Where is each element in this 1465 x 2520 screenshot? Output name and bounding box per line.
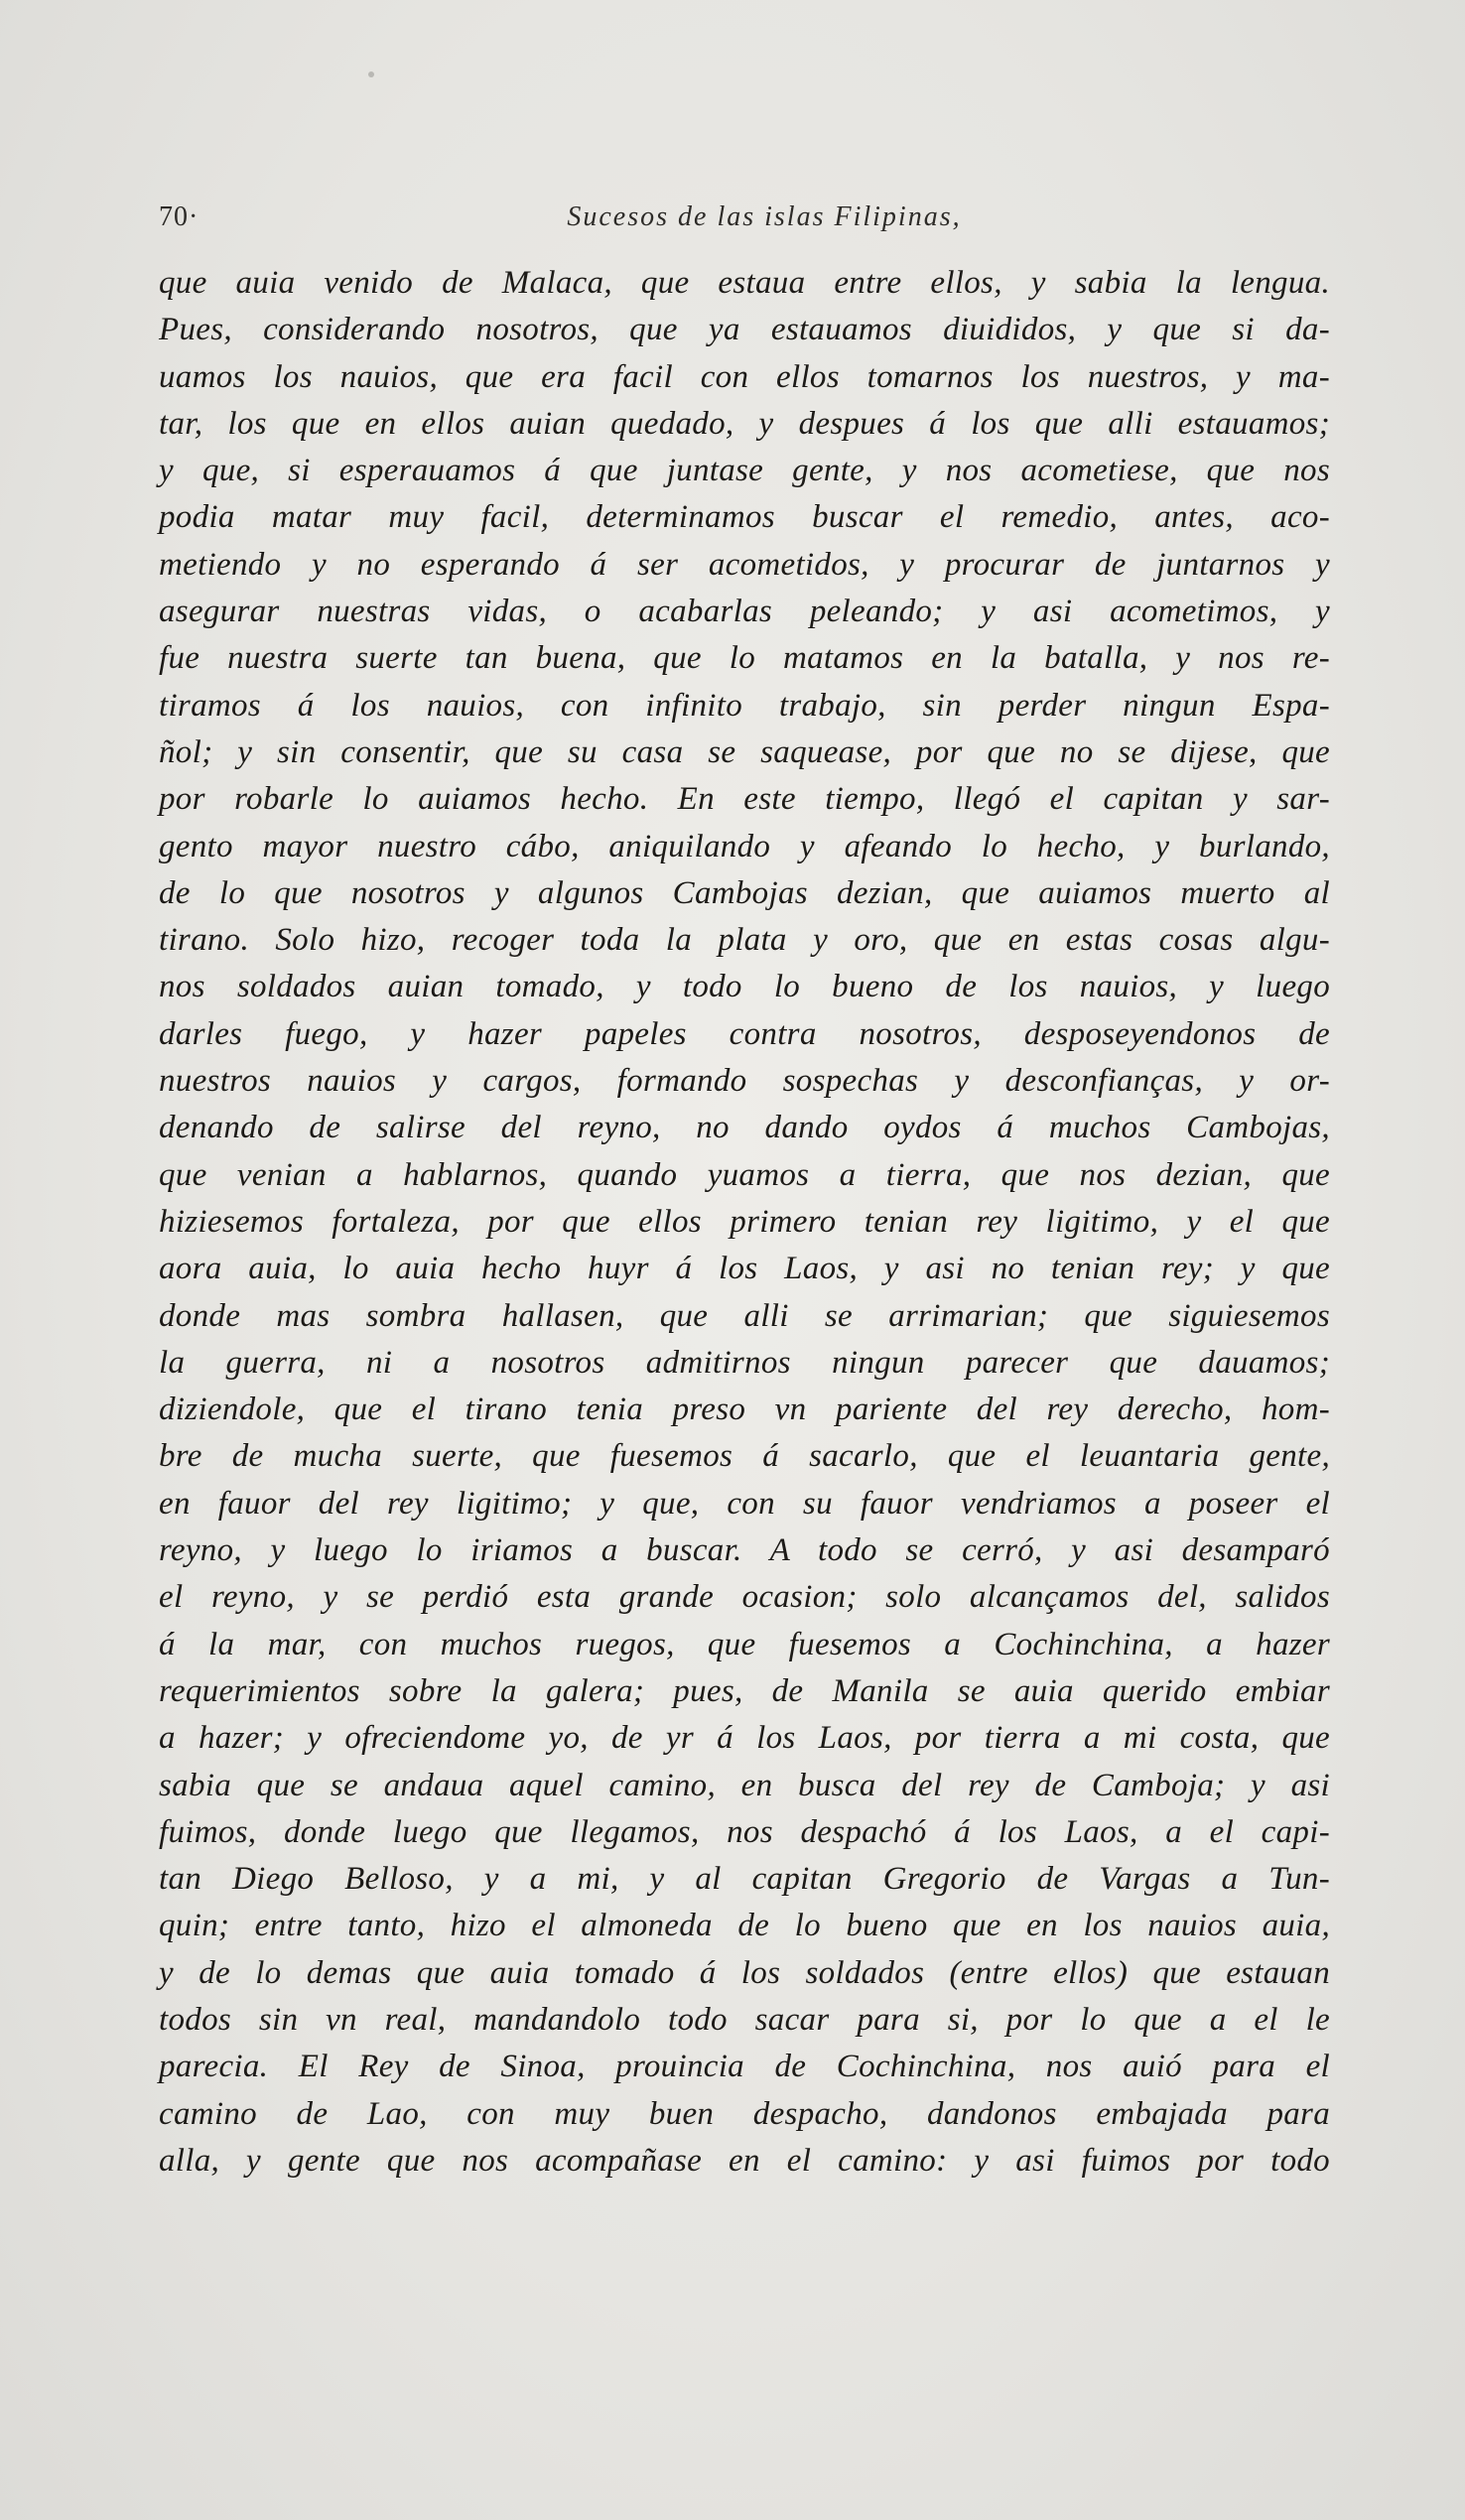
text-line: donde mas sombra hallasen, que alli se arrimarian; que siguiesemos [159, 1297, 1330, 1334]
text-line: alla, y gente que nos acompañase en el camino: y asi fuimos por todo [159, 2142, 1330, 2179]
text-line: tan Diego Belloso, y a mi, y al capitan Gregorio de Vargas a Tun- [159, 1861, 1330, 1898]
paper-blemish [368, 71, 374, 77]
text-line: diziendole, que el tirano tenia preso vn pariente del rey derecho, hom- [159, 1392, 1330, 1428]
text-line: tiramos á los nauios, con infinito trabajo, sin perder ningun Espa- [159, 687, 1330, 724]
page-number: 70· [159, 201, 200, 232]
text-line: denando de salirse del reyno, no dando oydos á muchos Cambojas, [159, 1110, 1330, 1146]
text-line: por robarle lo auiamos hecho. En este tiempo, llegó el capitan y sar- [159, 781, 1330, 818]
text-line: uamos los nauios, que era facil con ellos tomarnos los nuestros, y ma- [159, 358, 1330, 395]
text-line: nuestros nauios y cargos, formando sospechas y desconfianças, y or- [159, 1063, 1330, 1100]
text-line: metiendo y no esperando á ser acometidos, y procurar de juntarnos y [159, 546, 1330, 583]
text-line: requerimientos sobre la galera; pues, de Manila se auia querido embiar [159, 1672, 1330, 1709]
text-line: á la mar, con muchos ruegos, que fuesemos a Cochinchina, a hazer [159, 1626, 1330, 1662]
running-title: Sucesos de las islas Filipinas, [567, 201, 962, 232]
text-line: en fauor del rey ligitimo; y que, con su fauor vendriamos a poseer el [159, 1485, 1330, 1522]
text-line: fuimos, donde luego que llegamos, nos despachó á los Laos, a el capi- [159, 1813, 1330, 1850]
text-line: la guerra, ni a nosotros admitirnos ningun parecer que dauamos; [159, 1344, 1330, 1381]
text-line: aora auia, lo auia hecho huyr á los Laos, y asi no tenian rey; y que [159, 1251, 1330, 1287]
text-line: camino de Lao, con muy buen despacho, dandonos embajada para [159, 2095, 1330, 2132]
body-text [159, 260, 1330, 2185]
text-line: tar, los que en ellos auian quedado, y despues á los que alli estauamos; [159, 405, 1330, 442]
text-line: hiziesemos fortaleza, por que ellos primero tenian rey ligitimo, y el que [159, 1203, 1330, 1240]
text-line: y que, si esperauamos á que juntase gente, y nos acometiese, que nos [159, 453, 1330, 489]
running-head [159, 201, 1330, 241]
text-line: darles fuego, y hazer papeles contra nosotros, desposeyendonos de [159, 1015, 1330, 1052]
text-line: parecia. El Rey de Sinoa, prouincia de Cochinchina, nos auió para el [159, 2049, 1330, 2085]
text-line: bre de mucha suerte, que fuesemos á sacarlo, que el leuantaria gente, [159, 1438, 1330, 1475]
text-line: gento mayor nuestro cábo, aniquilando y afeando lo hecho, y burlando, [159, 828, 1330, 864]
text-line: que venian a hablarnos, quando yuamos a tierra, que nos dezian, que [159, 1156, 1330, 1193]
text-line: de lo que nosotros y algunos Cambojas dezian, que auiamos muerto al [159, 874, 1330, 911]
text-line: quin; entre tanto, hizo el almoneda de lo bueno que en los nauios auia, [159, 1908, 1330, 1944]
text-line: asegurar nuestras vidas, o acabarlas peleando; y asi acometimos, y [159, 594, 1330, 630]
text-line: el reyno, y se perdió esta grande ocasion; solo alcançamos del, salidos [159, 1579, 1330, 1616]
text-line: todos sin vn real, mandandolo todo sacar para si, por lo que a el le [159, 2001, 1330, 2038]
text-line: nos soldados auian tomado, y todo lo bueno de los nauios, y luego [159, 969, 1330, 1005]
text-line: fue nuestra suerte tan buena, que lo matamos en la batalla, y nos re- [159, 640, 1330, 677]
text-line: podia matar muy facil, determinamos buscar el remedio, antes, aco- [159, 499, 1330, 536]
text-line: reyno, y luego lo iriamos a buscar. A todo se cerró, y asi desamparó [159, 1532, 1330, 1569]
text-line: tirano. Solo hizo, recoger toda la plata y oro, que en estas cosas algu- [159, 922, 1330, 959]
text-line: sabia que se andaua aquel camino, en busca del rey de Camboja; y asi [159, 1767, 1330, 1803]
text-line: a hazer; y ofreciendome yo, de yr á los Laos, por tierra a mi costa, que [159, 1720, 1330, 1757]
text-line: Pues, considerando nosotros, que ya estauamos diuididos, y que si da- [159, 312, 1330, 348]
text-line: que auia venido de Malaca, que estaua entre ellos, y sabia la lengua. [159, 265, 1330, 301]
text-line: y de lo demas que auia tomado á los soldados (entre ellos) que estauan [159, 1954, 1330, 1991]
text-line: ñol; y sin consentir, que su casa se saquease, por que no se dijese, que [159, 733, 1330, 770]
